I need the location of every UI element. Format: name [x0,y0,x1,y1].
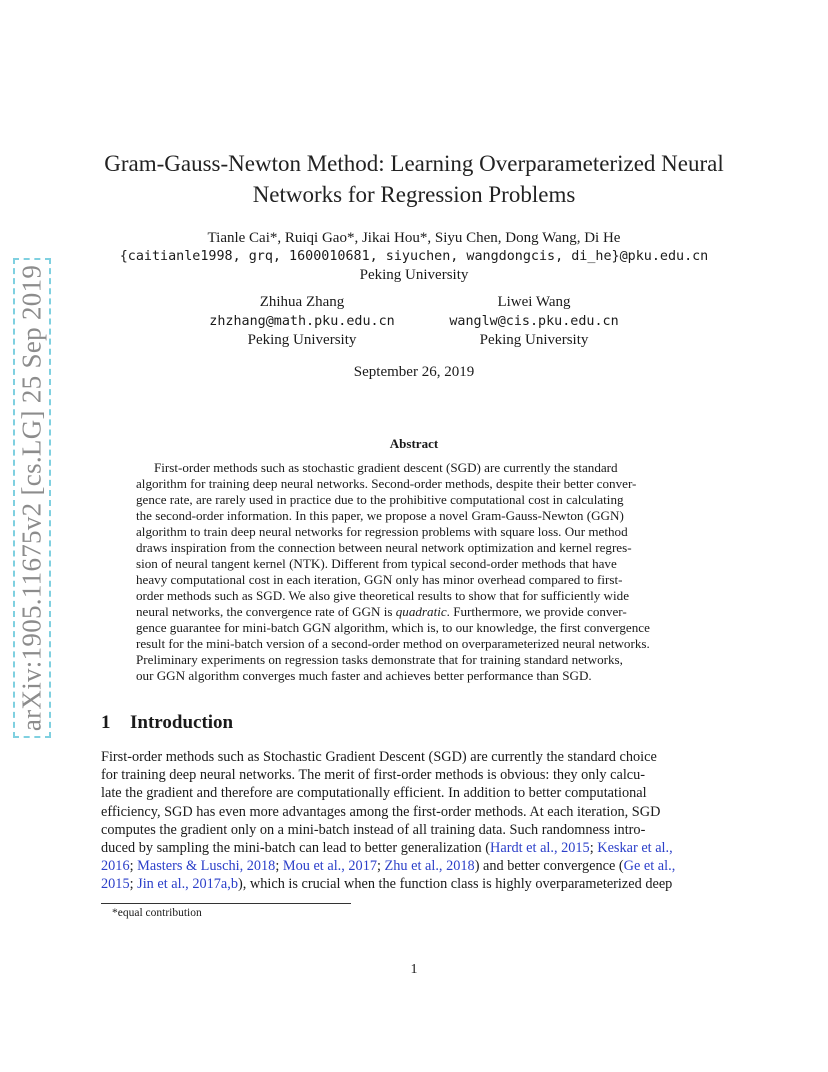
abstract-text [136,460,694,684]
abstract-line: algorithm for training deep neural networks. Second-order methods, despite their better conver- [136,476,637,491]
abstract-line: Preliminary experiments on regression tasks demonstrate that for training standard networks, [136,652,623,667]
abstract-line: gence guarantee for mini-batch GGN algorithm, which is, to our knowledge, the first convergence [136,620,650,635]
intro-line: 2016; Masters & Luschi, 2018; Mou et al., 2017; Zhu et al., 2018) and better convergence (Ge et al., [101,858,676,875]
page-number: 1 [410,962,418,977]
author-email: zhzhang@math.pku.edu.cn [209,314,395,329]
citation-link[interactable]: Jin et al., 2017a,b [137,876,238,893]
citation-link[interactable]: Hardt et al., 2015 [490,840,590,857]
author-affiliation: Peking University [479,332,589,348]
paper-title [0,148,828,210]
author-email: wanglw@cis.pku.edu.cn [449,314,619,329]
abstract-line: First-order methods such as stochastic gradient descent (SGD) are currently the standard [154,460,618,475]
citation-link[interactable]: 2016 [101,858,130,875]
abstract-line: our GGN algorithm converges much faster and achieves better performance than SGD. [136,668,592,683]
citation-link[interactable]: Mou et al., 2017 [282,858,377,875]
citation-link[interactable]: 2015 [101,876,130,893]
citation-link[interactable]: Ge et al., [623,858,676,875]
arxiv-side-stamp [13,258,51,738]
abstract-line: heavy computational cost in each iteration, GGN only has minor overhead compared to first- [136,572,623,587]
author-emails: {caitianle1998, grq, 1600010681, siyuchen, wangdongcis, di_he}@pku.edu.cn [119,249,709,264]
intro-line: 2015; Jin et al., 2017a,b), which is crucial when the function class is highly overparameterized deep [101,876,673,893]
citation-link[interactable]: Keskar et al., [597,840,673,857]
paper-date: September 26, 2019 [353,364,475,380]
introduction-text [101,748,731,894]
section-title: Introduction [130,712,234,733]
abstract-heading: Abstract [389,436,439,451]
citation-link[interactable]: Zhu et al., 2018 [384,858,475,875]
author-name: Liwei Wang [497,294,571,310]
citation-link[interactable]: Masters & Luschi, 2018 [137,858,276,875]
footnote-divider [101,903,351,904]
arxiv-id: arXiv:1905.11675v2 [cs.LG] 25 Sep 2019 [16,264,47,732]
section-heading-introduction [101,712,233,734]
footnote: *equal contribution [112,907,202,919]
author-affiliation: Peking University [359,267,469,283]
title-line-1: Gram-Gauss-Newton Method: Learning Overparameterized Neural [104,151,724,176]
abstract-line: draws inspiration from the connection between neural network optimization and kernel regres- [136,540,632,555]
author-block-wang [404,293,664,350]
abstract-line: neural networks, the convergence rate of GGN is quadratic. Furthermore, we provide conver- [136,604,627,619]
abstract-line: sion of neural tangent kernel (NTK). Different from typical second-order methods that have [136,556,617,571]
intro-line: duced by sampling the mini-batch can lead to better generalization (Hardt et al., 2015; Keskar et al., [101,840,673,857]
abstract-line: the second-order information. In this paper, we propose a novel Gram-Gauss-Newton (GGN) [136,508,624,523]
author-affiliation: Peking University [247,332,357,348]
intro-line: First-order methods such as Stochastic Gradient Descent (SGD) are currently the standard choice [101,749,657,765]
intro-line: efficiency, SGD has even more advantages among the first-order methods. At each iteration, SGD [101,803,661,820]
intro-line: computes the gradient only on a mini-batch instead of all training data. Such randomness intro- [101,821,646,838]
intro-line: for training deep neural networks. The merit of first-order methods is obvious: they only calcu- [101,767,646,784]
title-line-2: Networks for Regression Problems [252,182,576,207]
author-name: Zhihua Zhang [259,294,345,310]
intro-line: late the gradient and therefore are computationally efficient. In addition to better computational [101,785,647,802]
abstract-line: algorithm to train deep neural networks for regression problems with square loss. Our method [136,524,628,539]
abstract-line: result for the mini-batch version of a second-order method on overparameterized neural networks. [136,636,650,651]
author-block-zhang [172,293,432,350]
abstract-line: order methods such as SGD. We also give theoretical results to show that for sufficiently wide [136,588,630,603]
section-number: 1 [101,712,111,733]
author-list: Tianle Cai*, Ruiqi Gao*, Jikai Hou*, Siyu Chen, Dong Wang, Di He [207,230,621,246]
abstract-line: gence rate, are rarely used in practice due to the prohibitive computational cost in calculating [136,492,624,507]
